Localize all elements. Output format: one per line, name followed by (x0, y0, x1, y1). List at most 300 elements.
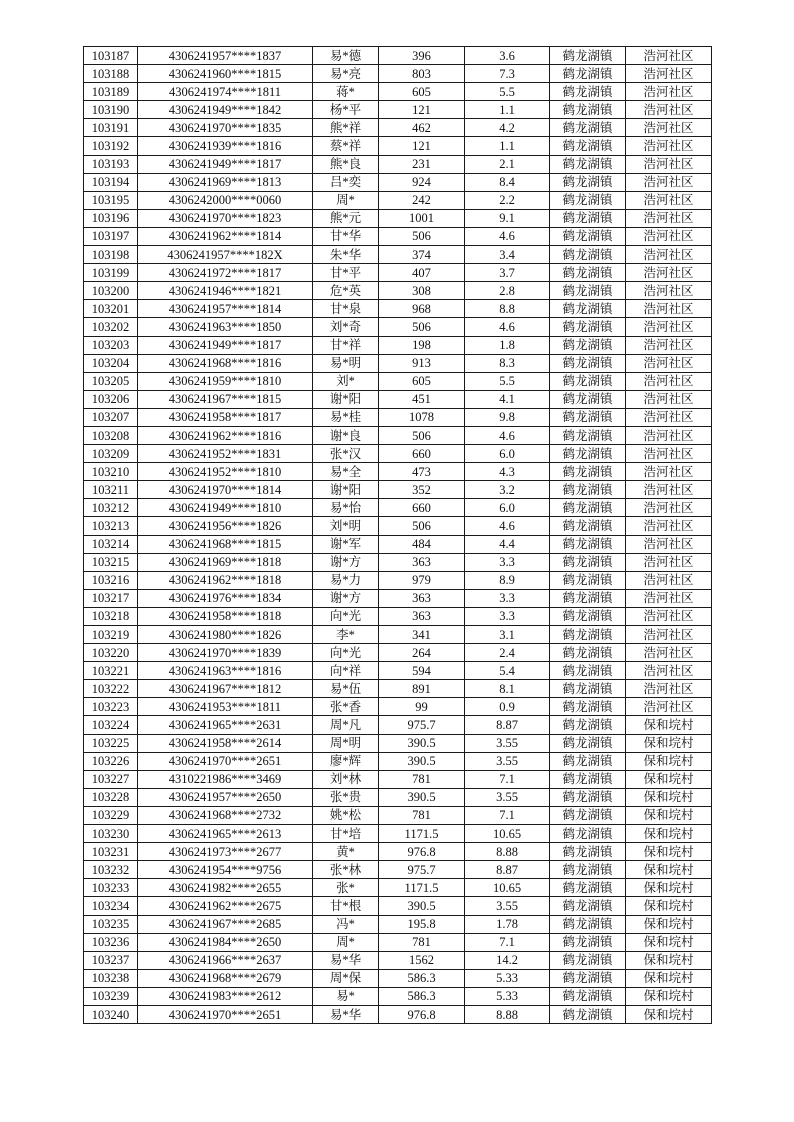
cell-id-number: 4306241974****1811 (138, 83, 313, 101)
cell-community: 浩河社区 (626, 300, 712, 318)
cell-community: 浩河社区 (626, 101, 712, 119)
cell-quantity: 3.2 (465, 481, 550, 499)
cell-quantity: 10.65 (465, 879, 550, 897)
cell-id-number: 4306241983****2612 (138, 987, 313, 1005)
table-row (84, 246, 712, 264)
cell-id-number: 4306241968****2679 (138, 969, 313, 987)
cell-quantity: 8.87 (465, 716, 550, 734)
cell-community: 浩河社区 (626, 463, 712, 481)
cell-serial: 103206 (84, 390, 138, 408)
cell-community: 保和垸村 (626, 915, 712, 933)
cell-town: 鹤龙湖镇 (550, 788, 626, 806)
cell-community: 保和垸村 (626, 806, 712, 824)
cell-town: 鹤龙湖镇 (550, 246, 626, 264)
table-row (84, 589, 712, 607)
table-row (84, 336, 712, 354)
cell-quantity: 3.3 (465, 553, 550, 571)
cell-amount: 924 (379, 173, 465, 191)
table-row (84, 987, 712, 1005)
table-row (84, 209, 712, 227)
cell-id-number: 4306241969****1818 (138, 553, 313, 571)
cell-id-number: 4306241963****1850 (138, 318, 313, 336)
table-row (84, 300, 712, 318)
cell-id-number: 4306241939****1816 (138, 137, 313, 155)
cell-town: 鹤龙湖镇 (550, 300, 626, 318)
cell-quantity: 7.1 (465, 933, 550, 951)
cell-community: 浩河社区 (626, 553, 712, 571)
cell-id-number: 4306242000****0060 (138, 191, 313, 209)
table-row (84, 354, 712, 372)
cell-community: 保和垸村 (626, 879, 712, 897)
cell-serial: 103193 (84, 155, 138, 173)
cell-community: 浩河社区 (626, 65, 712, 83)
cell-name: 周* (313, 191, 379, 209)
table-row (84, 644, 712, 662)
cell-town: 鹤龙湖镇 (550, 770, 626, 788)
cell-quantity: 9.1 (465, 209, 550, 227)
cell-id-number: 4306241952****1831 (138, 445, 313, 463)
cell-quantity: 10.65 (465, 825, 550, 843)
table-row (84, 499, 712, 517)
cell-quantity: 3.6 (465, 47, 550, 65)
cell-id-number: 4306241972****1817 (138, 264, 313, 282)
cell-town: 鹤龙湖镇 (550, 535, 626, 553)
cell-town: 鹤龙湖镇 (550, 390, 626, 408)
cell-name: 黄* (313, 843, 379, 861)
cell-quantity: 2.4 (465, 644, 550, 662)
cell-quantity: 4.6 (465, 318, 550, 336)
table-row (84, 626, 712, 644)
cell-amount: 1078 (379, 408, 465, 426)
cell-town: 鹤龙湖镇 (550, 336, 626, 354)
cell-amount: 913 (379, 354, 465, 372)
cell-serial: 103216 (84, 571, 138, 589)
cell-amount: 594 (379, 662, 465, 680)
cell-serial: 103200 (84, 282, 138, 300)
cell-quantity: 5.33 (465, 969, 550, 987)
cell-serial: 103201 (84, 300, 138, 318)
cell-community: 浩河社区 (626, 209, 712, 227)
cell-id-number: 4306241976****1834 (138, 589, 313, 607)
cell-community: 浩河社区 (626, 390, 712, 408)
cell-name: 向*祥 (313, 662, 379, 680)
cell-community: 浩河社区 (626, 445, 712, 463)
table-row (84, 788, 712, 806)
table-row (84, 318, 712, 336)
cell-quantity: 3.7 (465, 264, 550, 282)
cell-quantity: 8.1 (465, 680, 550, 698)
cell-id-number: 4306241962****2675 (138, 897, 313, 915)
cell-id-number: 4306241970****1835 (138, 119, 313, 137)
cell-serial: 103187 (84, 47, 138, 65)
cell-town: 鹤龙湖镇 (550, 372, 626, 390)
cell-id-number: 4306241970****1839 (138, 644, 313, 662)
cell-serial: 103207 (84, 408, 138, 426)
cell-quantity: 2.8 (465, 282, 550, 300)
cell-serial: 103197 (84, 227, 138, 245)
cell-name: 谢*方 (313, 553, 379, 571)
cell-amount: 121 (379, 137, 465, 155)
cell-town: 鹤龙湖镇 (550, 155, 626, 173)
cell-name: 张*香 (313, 698, 379, 716)
cell-name: 易*华 (313, 1005, 379, 1023)
cell-id-number: 4306241953****1811 (138, 698, 313, 716)
cell-amount: 390.5 (379, 752, 465, 770)
cell-id-number: 4306241956****1826 (138, 517, 313, 535)
cell-quantity: 1.1 (465, 137, 550, 155)
cell-community: 保和垸村 (626, 861, 712, 879)
table-row (84, 770, 712, 788)
cell-id-number: 4310221986****3469 (138, 770, 313, 788)
cell-id-number: 4306241967****1815 (138, 390, 313, 408)
cell-name: 向*光 (313, 607, 379, 625)
cell-name: 向*光 (313, 644, 379, 662)
cell-town: 鹤龙湖镇 (550, 445, 626, 463)
cell-name: 易*桂 (313, 408, 379, 426)
cell-serial: 103229 (84, 806, 138, 824)
cell-serial: 103191 (84, 119, 138, 137)
cell-quantity: 3.3 (465, 607, 550, 625)
cell-quantity: 4.6 (465, 517, 550, 535)
cell-community: 浩河社区 (626, 607, 712, 625)
cell-town: 鹤龙湖镇 (550, 915, 626, 933)
cell-serial: 103227 (84, 770, 138, 788)
cell-serial: 103194 (84, 173, 138, 191)
cell-community: 浩河社区 (626, 426, 712, 444)
cell-amount: 308 (379, 282, 465, 300)
cell-id-number: 4306241962****1816 (138, 426, 313, 444)
cell-community: 浩河社区 (626, 83, 712, 101)
cell-id-number: 4306241957****2650 (138, 788, 313, 806)
cell-amount: 363 (379, 553, 465, 571)
cell-quantity: 1.8 (465, 336, 550, 354)
cell-community: 浩河社区 (626, 47, 712, 65)
cell-name: 易*亮 (313, 65, 379, 83)
cell-name: 谢*阳 (313, 481, 379, 499)
cell-amount: 506 (379, 517, 465, 535)
cell-name: 易*德 (313, 47, 379, 65)
cell-town: 鹤龙湖镇 (550, 137, 626, 155)
cell-serial: 103231 (84, 843, 138, 861)
data-table (83, 46, 712, 1024)
cell-name: 吕*奕 (313, 173, 379, 191)
cell-quantity: 3.3 (465, 589, 550, 607)
cell-amount: 341 (379, 626, 465, 644)
cell-name: 周*保 (313, 969, 379, 987)
cell-name: 谢*良 (313, 426, 379, 444)
cell-name: 杨*平 (313, 101, 379, 119)
table-row (84, 734, 712, 752)
cell-serial: 103213 (84, 517, 138, 535)
cell-serial: 103234 (84, 897, 138, 915)
cell-amount: 975.7 (379, 716, 465, 734)
cell-amount: 781 (379, 933, 465, 951)
cell-id-number: 4306241968****1815 (138, 535, 313, 553)
cell-community: 浩河社区 (626, 336, 712, 354)
cell-amount: 660 (379, 499, 465, 517)
cell-community: 浩河社区 (626, 481, 712, 499)
cell-amount: 390.5 (379, 897, 465, 915)
table-row (84, 408, 712, 426)
cell-town: 鹤龙湖镇 (550, 499, 626, 517)
cell-name: 甘*平 (313, 264, 379, 282)
cell-name: 冯* (313, 915, 379, 933)
cell-id-number: 4306241962****1814 (138, 227, 313, 245)
table-row (84, 861, 712, 879)
table-row (84, 83, 712, 101)
cell-quantity: 3.55 (465, 752, 550, 770)
cell-quantity: 5.33 (465, 987, 550, 1005)
table-row (84, 173, 712, 191)
cell-id-number: 4306241970****2651 (138, 752, 313, 770)
cell-name: 易*力 (313, 571, 379, 589)
table-row (84, 282, 712, 300)
cell-community: 浩河社区 (626, 155, 712, 173)
cell-quantity: 3.55 (465, 734, 550, 752)
cell-name: 蔡*祥 (313, 137, 379, 155)
cell-community: 浩河社区 (626, 571, 712, 589)
cell-community: 浩河社区 (626, 246, 712, 264)
cell-community: 浩河社区 (626, 698, 712, 716)
cell-community: 浩河社区 (626, 264, 712, 282)
cell-town: 鹤龙湖镇 (550, 426, 626, 444)
cell-amount: 1171.5 (379, 825, 465, 843)
cell-name: 周*明 (313, 734, 379, 752)
table-row (84, 481, 712, 499)
cell-quantity: 3.4 (465, 246, 550, 264)
cell-id-number: 4306241965****2631 (138, 716, 313, 734)
table-row (84, 680, 712, 698)
cell-id-number: 4306241949****1810 (138, 499, 313, 517)
cell-serial: 103235 (84, 915, 138, 933)
cell-community: 保和垸村 (626, 987, 712, 1005)
cell-serial: 103196 (84, 209, 138, 227)
cell-community: 浩河社区 (626, 119, 712, 137)
cell-town: 鹤龙湖镇 (550, 1005, 626, 1023)
cell-serial: 103205 (84, 372, 138, 390)
cell-name: 易*明 (313, 354, 379, 372)
cell-name: 易*怡 (313, 499, 379, 517)
cell-quantity: 7.3 (465, 65, 550, 83)
cell-id-number: 4306241960****1815 (138, 65, 313, 83)
cell-id-number: 4306241949****1817 (138, 155, 313, 173)
cell-town: 鹤龙湖镇 (550, 843, 626, 861)
cell-serial: 103208 (84, 426, 138, 444)
cell-quantity: 6.0 (465, 445, 550, 463)
cell-amount: 352 (379, 481, 465, 499)
cell-community: 浩河社区 (626, 191, 712, 209)
cell-serial: 103232 (84, 861, 138, 879)
cell-quantity: 4.3 (465, 463, 550, 481)
table-row (84, 119, 712, 137)
cell-community: 浩河社区 (626, 680, 712, 698)
cell-id-number: 4306241968****1816 (138, 354, 313, 372)
table-row (84, 137, 712, 155)
table-row (84, 47, 712, 65)
cell-id-number: 4306241984****2650 (138, 933, 313, 951)
cell-name: 刘* (313, 372, 379, 390)
cell-name: 谢*方 (313, 589, 379, 607)
cell-id-number: 4306241957****182X (138, 246, 313, 264)
cell-community: 浩河社区 (626, 662, 712, 680)
cell-serial: 103222 (84, 680, 138, 698)
cell-quantity: 5.4 (465, 662, 550, 680)
cell-community: 浩河社区 (626, 626, 712, 644)
cell-community: 保和垸村 (626, 752, 712, 770)
cell-name: 甘*培 (313, 825, 379, 843)
cell-town: 鹤龙湖镇 (550, 101, 626, 119)
table-body (84, 47, 712, 1024)
cell-amount: 121 (379, 101, 465, 119)
table-row (84, 372, 712, 390)
cell-serial: 103195 (84, 191, 138, 209)
cell-amount: 390.5 (379, 734, 465, 752)
cell-name: 谢*阳 (313, 390, 379, 408)
table-row (84, 716, 712, 734)
cell-town: 鹤龙湖镇 (550, 607, 626, 625)
cell-quantity: 3.55 (465, 897, 550, 915)
table-row (84, 390, 712, 408)
cell-serial: 103215 (84, 553, 138, 571)
table-row (84, 879, 712, 897)
cell-amount: 363 (379, 589, 465, 607)
cell-amount: 781 (379, 770, 465, 788)
cell-amount: 506 (379, 426, 465, 444)
cell-amount: 660 (379, 445, 465, 463)
cell-serial: 103192 (84, 137, 138, 155)
cell-serial: 103230 (84, 825, 138, 843)
cell-amount: 198 (379, 336, 465, 354)
cell-serial: 103218 (84, 607, 138, 625)
cell-id-number: 4306241959****1810 (138, 372, 313, 390)
cell-town: 鹤龙湖镇 (550, 698, 626, 716)
cell-name: 张*汉 (313, 445, 379, 463)
cell-serial: 103209 (84, 445, 138, 463)
cell-community: 浩河社区 (626, 227, 712, 245)
table-row (84, 1005, 712, 1023)
table-row (84, 752, 712, 770)
table-row (84, 933, 712, 951)
cell-name: 周* (313, 933, 379, 951)
cell-town: 鹤龙湖镇 (550, 897, 626, 915)
cell-amount: 976.8 (379, 1005, 465, 1023)
table-row (84, 698, 712, 716)
cell-name: 李* (313, 626, 379, 644)
cell-id-number: 4306241958****1817 (138, 408, 313, 426)
cell-id-number: 4306241957****1814 (138, 300, 313, 318)
cell-quantity: 8.88 (465, 843, 550, 861)
table-row (84, 806, 712, 824)
cell-serial: 103198 (84, 246, 138, 264)
cell-serial: 103212 (84, 499, 138, 517)
cell-amount: 484 (379, 535, 465, 553)
cell-town: 鹤龙湖镇 (550, 65, 626, 83)
cell-name: 易* (313, 987, 379, 1005)
cell-name: 易*伍 (313, 680, 379, 698)
cell-town: 鹤龙湖镇 (550, 716, 626, 734)
cell-community: 浩河社区 (626, 499, 712, 517)
cell-serial: 103214 (84, 535, 138, 553)
cell-name: 周*凡 (313, 716, 379, 734)
cell-community: 保和垸村 (626, 843, 712, 861)
cell-serial: 103210 (84, 463, 138, 481)
cell-town: 鹤龙湖镇 (550, 589, 626, 607)
cell-id-number: 4306241949****1842 (138, 101, 313, 119)
cell-id-number: 4306241952****1810 (138, 463, 313, 481)
cell-quantity: 8.4 (465, 173, 550, 191)
cell-town: 鹤龙湖镇 (550, 806, 626, 824)
cell-name: 刘*明 (313, 517, 379, 535)
cell-amount: 99 (379, 698, 465, 716)
cell-id-number: 4306241973****2677 (138, 843, 313, 861)
cell-serial: 103221 (84, 662, 138, 680)
cell-quantity: 7.1 (465, 806, 550, 824)
cell-name: 熊*良 (313, 155, 379, 173)
cell-serial: 103189 (84, 83, 138, 101)
cell-amount: 462 (379, 119, 465, 137)
cell-id-number: 4306241946****1821 (138, 282, 313, 300)
cell-amount: 976.8 (379, 843, 465, 861)
cell-name: 蒋* (313, 83, 379, 101)
table-row (84, 571, 712, 589)
cell-quantity: 4.4 (465, 535, 550, 553)
cell-town: 鹤龙湖镇 (550, 752, 626, 770)
cell-name: 易*华 (313, 951, 379, 969)
cell-name: 谢*军 (313, 535, 379, 553)
cell-town: 鹤龙湖镇 (550, 191, 626, 209)
cell-amount: 781 (379, 806, 465, 824)
cell-serial: 103219 (84, 626, 138, 644)
cell-town: 鹤龙湖镇 (550, 734, 626, 752)
table-row (84, 463, 712, 481)
cell-quantity: 3.55 (465, 788, 550, 806)
table-row (84, 264, 712, 282)
cell-amount: 242 (379, 191, 465, 209)
cell-id-number: 4306241982****2655 (138, 879, 313, 897)
table-row (84, 951, 712, 969)
cell-community: 保和垸村 (626, 969, 712, 987)
table-row (84, 915, 712, 933)
cell-name: 张*林 (313, 861, 379, 879)
cell-name: 姚*松 (313, 806, 379, 824)
cell-town: 鹤龙湖镇 (550, 951, 626, 969)
cell-amount: 803 (379, 65, 465, 83)
table-row (84, 535, 712, 553)
cell-id-number: 4306241958****2614 (138, 734, 313, 752)
cell-id-number: 4306241980****1826 (138, 626, 313, 644)
cell-town: 鹤龙湖镇 (550, 318, 626, 336)
cell-id-number: 4306241970****1814 (138, 481, 313, 499)
cell-amount: 968 (379, 300, 465, 318)
cell-town: 鹤龙湖镇 (550, 227, 626, 245)
cell-town: 鹤龙湖镇 (550, 879, 626, 897)
cell-amount: 506 (379, 227, 465, 245)
cell-quantity: 1.1 (465, 101, 550, 119)
cell-community: 保和垸村 (626, 734, 712, 752)
cell-serial: 103238 (84, 969, 138, 987)
cell-quantity: 9.8 (465, 408, 550, 426)
cell-id-number: 4306241965****2613 (138, 825, 313, 843)
cell-id-number: 4306241967****1812 (138, 680, 313, 698)
cell-id-number: 4306241949****1817 (138, 336, 313, 354)
cell-quantity: 4.6 (465, 227, 550, 245)
cell-town: 鹤龙湖镇 (550, 463, 626, 481)
cell-town: 鹤龙湖镇 (550, 517, 626, 535)
cell-name: 张*贵 (313, 788, 379, 806)
cell-id-number: 4306241957****1837 (138, 47, 313, 65)
cell-amount: 1001 (379, 209, 465, 227)
cell-community: 保和垸村 (626, 951, 712, 969)
